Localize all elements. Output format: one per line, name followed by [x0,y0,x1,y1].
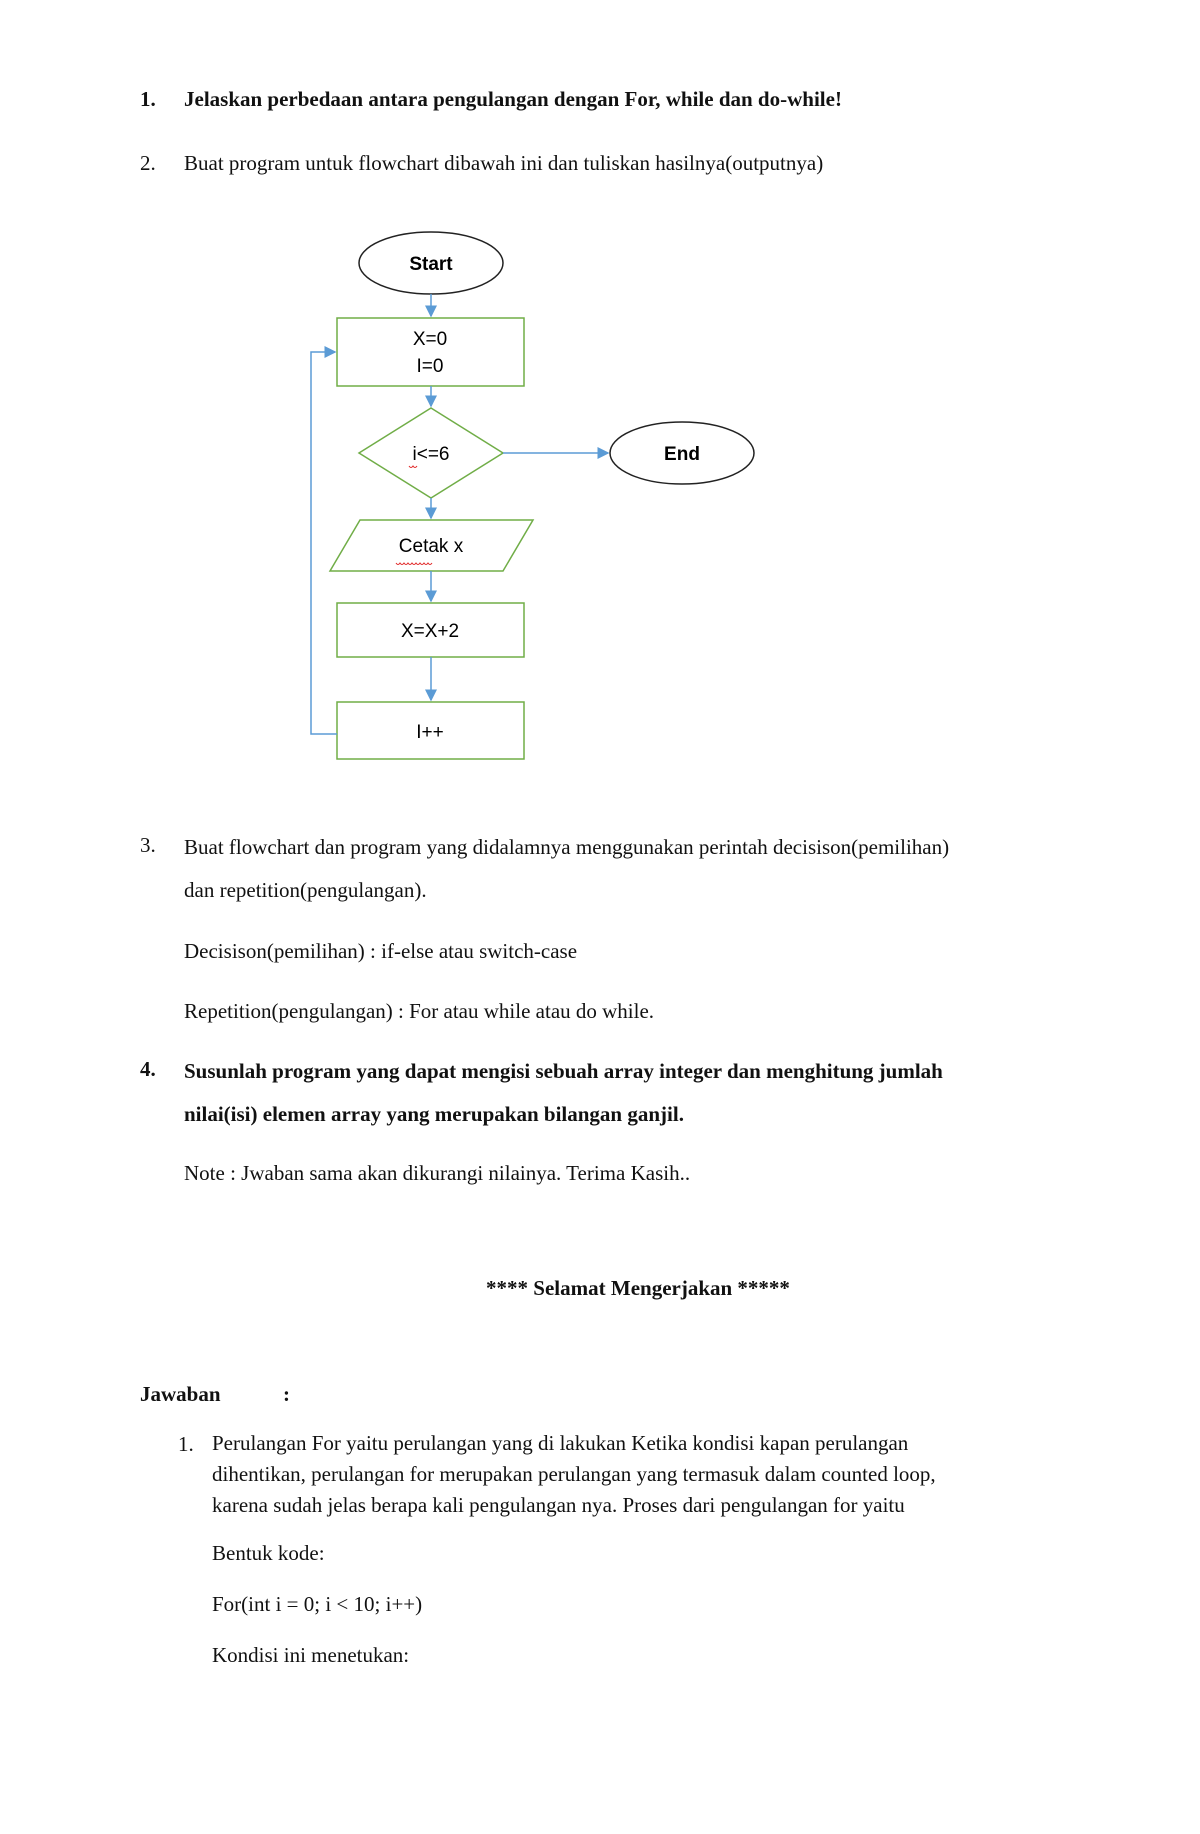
question-1-number: 1. [140,87,156,111]
arrow-loop-back [311,352,337,734]
answer-1-line-1: Perulangan For yaitu perulangan yang di lakukan Ketika kondisi kapan perulangan [212,1431,909,1455]
question-4-note: Note : Jwaban sama akan dikurangi nilainya. Terima Kasih.. [184,1161,691,1185]
answer-1-line-2: dihentikan, perulangan for merupakan perulangan yang termasuk dalam counted loop, [212,1462,936,1486]
flowchart-decision-label: i<=6 [412,444,450,465]
answer-colon: : [283,1382,290,1406]
flowchart-increment-label: I++ [416,722,444,743]
answer-1-code: For(int i = 0; i < 10; i++) [212,1592,423,1616]
flowchart-print-label: Cetak x [398,536,464,557]
question-3-number: 3. [140,833,156,857]
question-4-line-1: Susunlah program yang dapat mengisi sebuah array integer dan menghitung jumlah [184,1059,943,1083]
question-4-number-wrap [0,1056,156,1086]
flowchart-init-i: I=0 [416,356,444,377]
flowchart-end-label: End [664,444,700,465]
flowchart-start-label: Start [409,254,453,275]
question-2-text: Buat program untuk flowchart dibawah ini dan tuliskan hasilnya(outputnya) [184,151,824,175]
closing-message: **** Selamat Mengerjakan ***** [486,1276,790,1300]
answer-1-code-label: Bentuk kode: [212,1541,325,1565]
flowchart-init-x: X=0 [412,329,448,350]
answer-1-number: 1. [178,1432,194,1456]
answer-1-condition-label: Kondisi ini menetukan: [212,1643,410,1667]
question-3-line-1: Buat flowchart dan program yang didalamnya menggunakan perintah decisison(pemilihan) [184,835,950,859]
question-1-text: Jelaskan perbedaan antara pengulangan dengan For, while dan do-while! [184,87,842,111]
question-3-decision: Decisison(pemilihan) : if-else atau switch-case [184,939,578,963]
question-3-line-2: dan repetition(pengulangan). [184,878,427,902]
question-4-text [184,1050,1064,1136]
question-3-number-wrap [0,832,156,862]
flowchart-diagram [0,0,1200,800]
question-3-text [184,826,1064,912]
question-3-repetition: Repetition(pengulangan) : For atau while atau do while. [184,999,655,1023]
answer-1-line-3: karena sudah jelas berapa kali pengulangan nya. Proses dari pengulangan for yaitu [212,1493,905,1517]
answer-label: Jawaban [140,1382,221,1406]
question-4-line-2: nilai(isi) elemen array yang merupakan bilangan ganjil. [184,1102,684,1126]
question-2-number: 2. [140,151,156,175]
flowchart-assign-label: X=X+2 [400,621,460,642]
answer-1-text [212,1428,1052,1521]
question-4-number: 4. [140,1057,156,1081]
